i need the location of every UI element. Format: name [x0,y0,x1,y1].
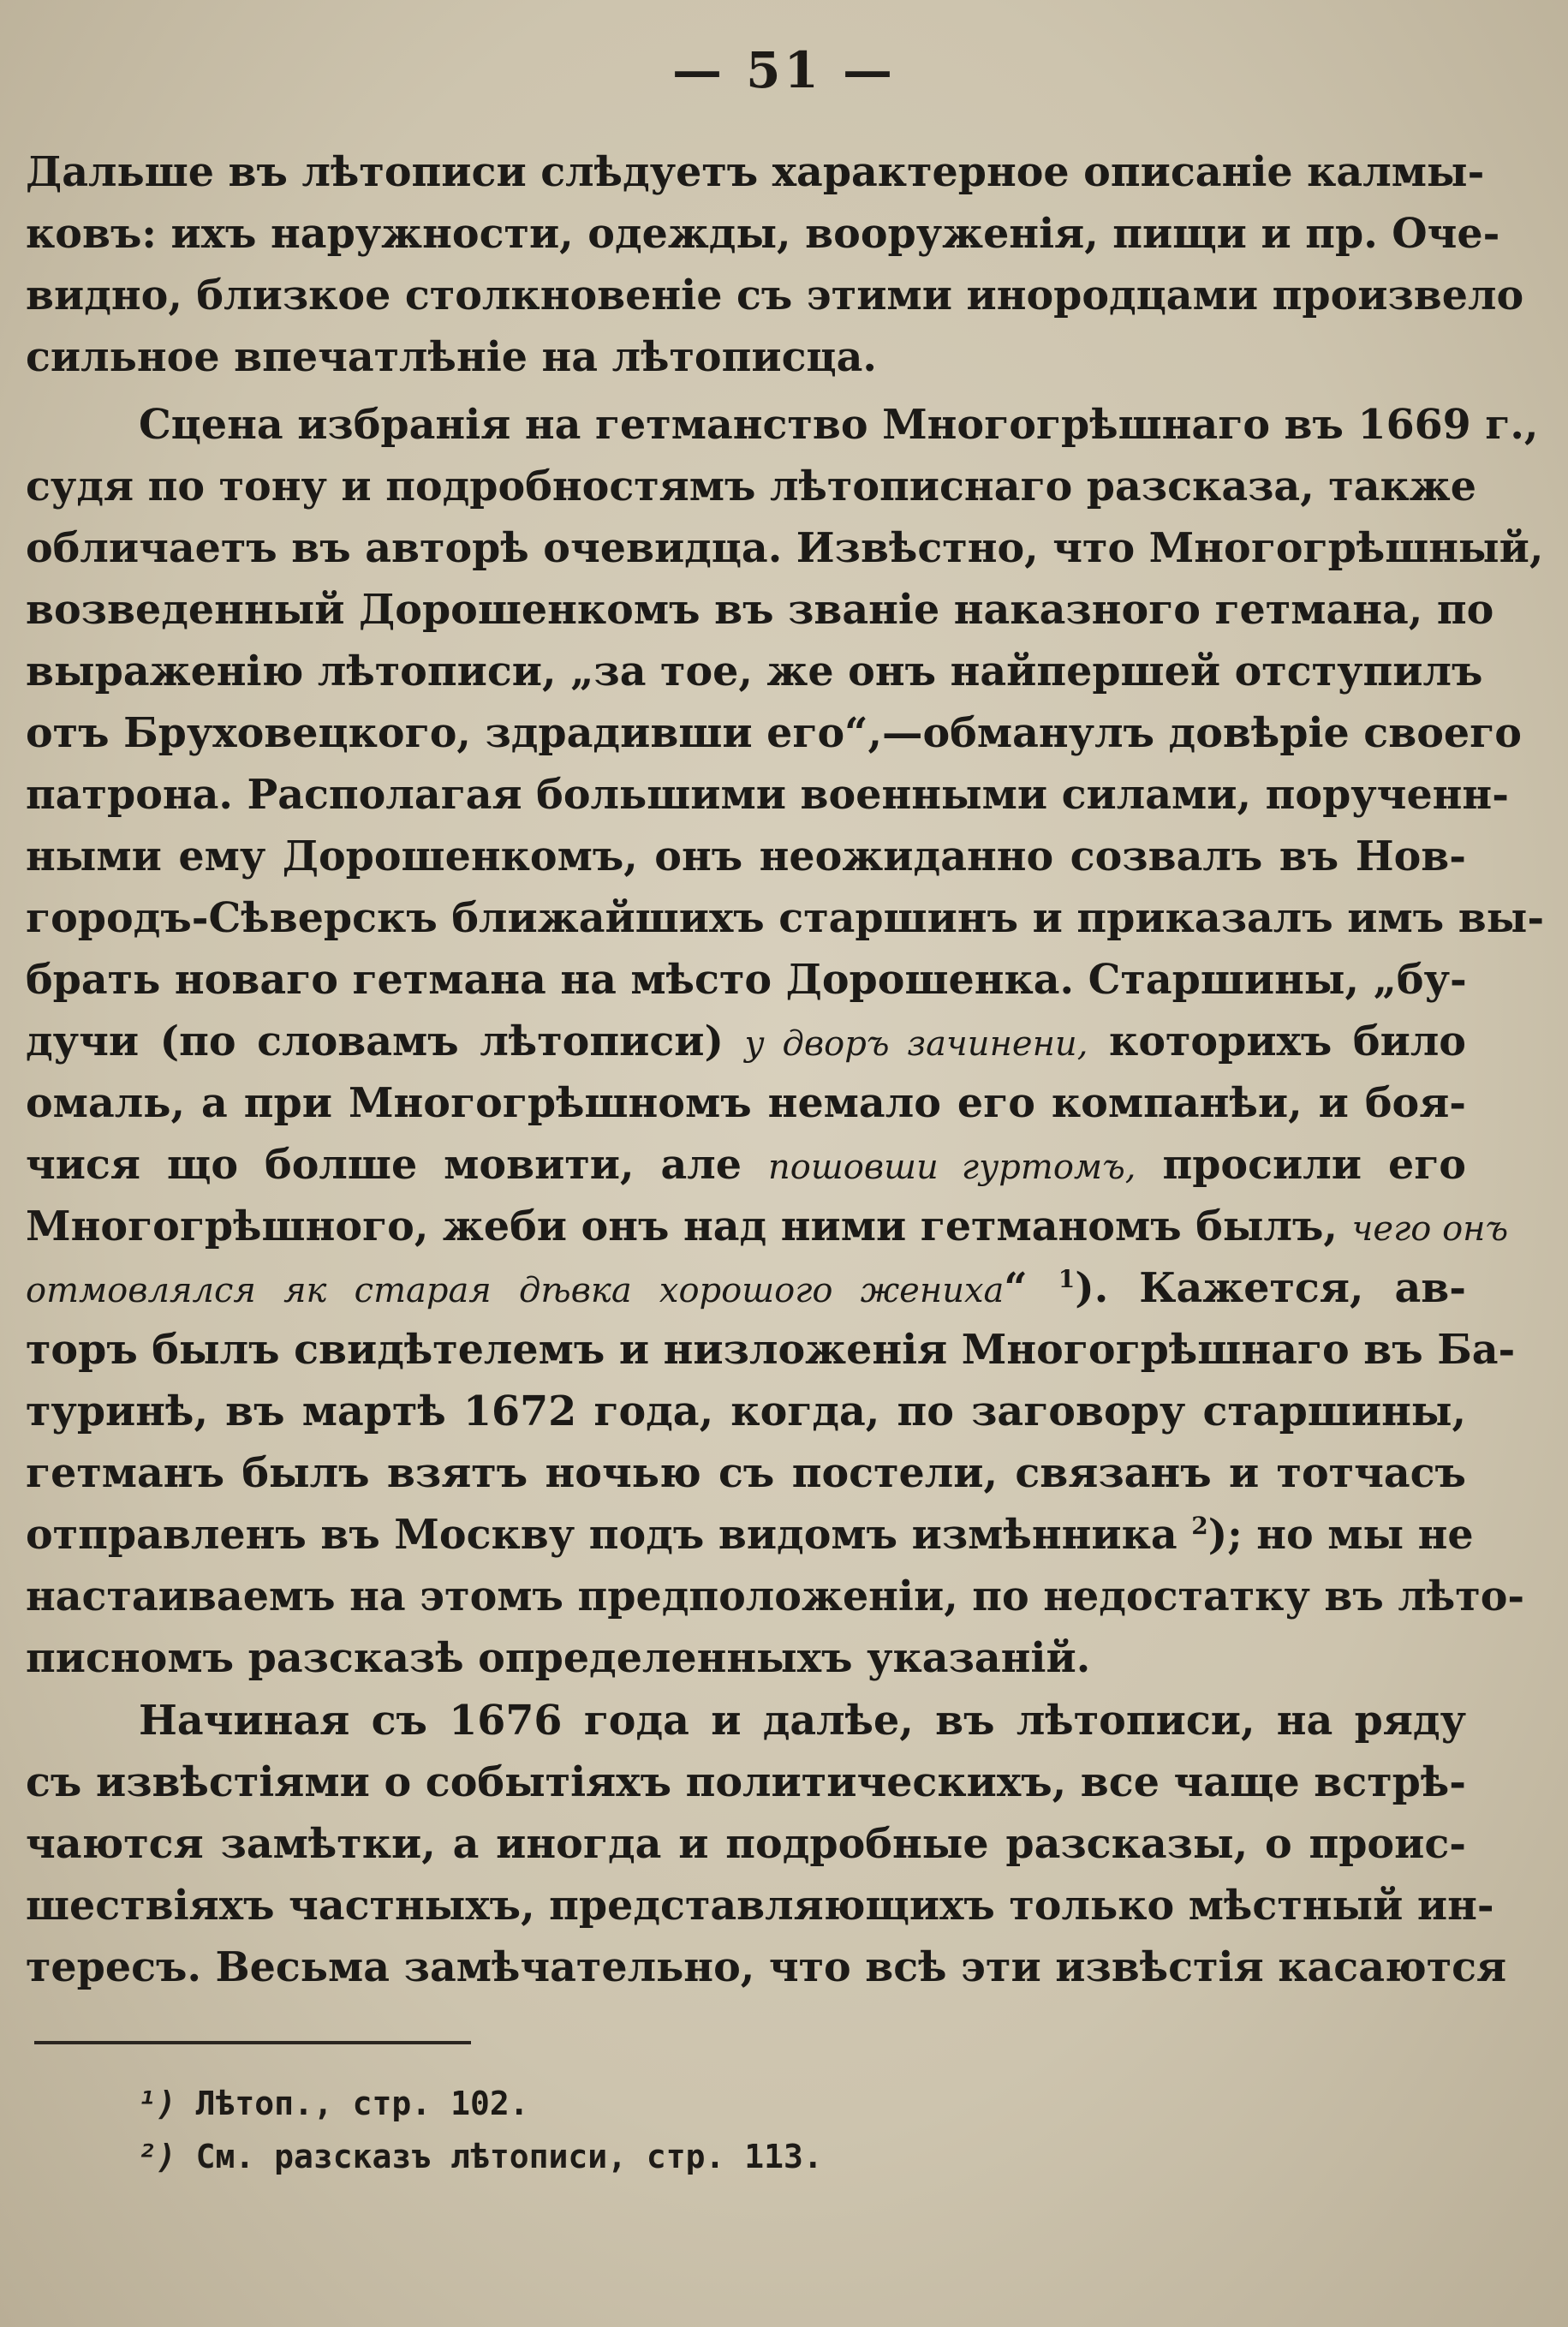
text-line: видно, близкое столкновенiе съ этими инородцами произвело [26,271,1524,319]
text-line: писномъ разсказѣ определенныхъ указанiй. [26,1634,1091,1682]
text-line: гетманъ былъ взятъ ночью съ постели, связанъ и тотчасъ [26,1449,1466,1497]
text-run: ); но мы не [1207,1511,1474,1559]
italic-quote: отмовлялся як старая дѣвка хорошого жениха [26,1271,1005,1310]
text-line: шествiяхъ частныхъ, представляющихъ только мѣстный ин- [26,1882,1494,1930]
paragraph-2 [26,394,1545,1689]
text-line: обличаетъ въ авторѣ очевидца. Извѣстно, что Многогрѣшный, [26,524,1544,572]
page-number: — 51 — [671,41,897,99]
text-line-mixed [26,1257,1466,1319]
text-run: просили его [1162,1141,1466,1189]
text-line: отъ Бруховецкого, здрадивши его“,—обманулъ довѣрiе своего [26,709,1522,757]
footnote-divider [34,2041,471,2044]
footnote-text: Лѣтоп., стр. 102. [195,2085,529,2122]
text-line: омаль, а при Многогрѣшномъ немало его компанѣи, и боя- [26,1079,1466,1127]
footnote-2 [137,2130,1165,2183]
text-line-mixed [26,1011,1466,1072]
footnote-1 [137,2077,1165,2130]
text-run: отправленъ въ Москву подъ видомъ измѣнника [26,1511,1177,1559]
text-line: ными ему Дорошенкомъ, онъ неожиданно созвалъ въ Нов- [26,832,1466,880]
text-line: Начиная съ 1676 года и далѣе, въ лѣтописи, на ряду [139,1697,1466,1745]
text-line: чаются замѣтки, а иногда и подробные разсказы, о проис- [26,1820,1466,1868]
text-line: съ извѣстiями о событiяхъ политическихъ, все чаще встрѣ- [26,1758,1466,1806]
text-line: патрона. Располагая большими военными силами, порученн- [26,771,1509,819]
text-line: туринѣ, въ мартѣ 1672 года, когда, по заговору старшины, [26,1387,1466,1435]
footnotes [137,2077,1165,2183]
footnote-mark[interactable]: 1 [1058,1265,1076,1294]
text-line: городъ-Сѣверскъ ближайшихъ старшинъ и приказалъ имъ вы- [26,894,1545,942]
text-line: торъ былъ свидѣтелемъ и низложенія Многогрѣшнаго въ Ба- [26,1326,1516,1374]
italic-quote: чего онъ [1351,1209,1509,1249]
italic-quote: у дворъ зачинени, [744,1024,1088,1064]
text-line-mixed [26,1196,1509,1257]
text-run: дучи (по словамъ лѣтописи) [26,1017,724,1065]
text-line: тересъ. Весьма замѣчательно, что всѣ эти извѣстія касаются [26,1943,1507,1991]
text-line: брать новаго гетмана на мѣсто Дорошенка. Старшины, „бу- [26,956,1467,1004]
footnote-marker: ¹) [137,2085,176,2122]
text-line-mixed [26,1134,1466,1196]
text-line: ковъ: ихъ наружности, одежды, вооруженія, пищи и пр. Оче- [26,210,1500,258]
text-run: “ [1004,1264,1028,1312]
text-run: ). Кажется, ав- [1075,1264,1466,1312]
footnote-mark[interactable]: 2 [1191,1512,1208,1541]
text-line: настаиваемъ на этомъ предположенiи, по недостатку въ лѣто- [26,1572,1525,1620]
text-run: чися що болше мовити, але [26,1141,742,1189]
text-run: которихъ било [1109,1017,1466,1065]
text-line: судя по тону и подробностямъ лѣтописнаго разсказа, также [26,462,1476,510]
text-line: сильное впечатлѣнiе на лѣтописца. [26,333,877,381]
text-line: Дальше въ лѣтописи слѣдуетъ характерное описанiе калмы- [26,148,1485,196]
text-line-mixed [26,1504,1474,1566]
text-line: Сцена избранія на гетманство Многогрѣшнаго въ 1669 г., [139,401,1539,449]
footnote-marker: ²) [137,2138,176,2175]
paragraph-3 [26,1690,1507,1998]
footnote-text: См. разсказъ лѣтописи, стр. 113. [195,2138,823,2175]
paragraph-1 [26,141,1524,388]
text-line: возведенный Дорошенкомъ въ званiе наказного гетмана, по [26,586,1494,634]
italic-quote: пошовши гуртомъ, [767,1148,1136,1187]
text-run: Многогрѣшного, жеби онъ над ними гетманомъ былъ, [26,1202,1338,1250]
text-line: выраженію лѣтописи, „за тое, же онъ найпершей отступилъ [26,647,1483,695]
